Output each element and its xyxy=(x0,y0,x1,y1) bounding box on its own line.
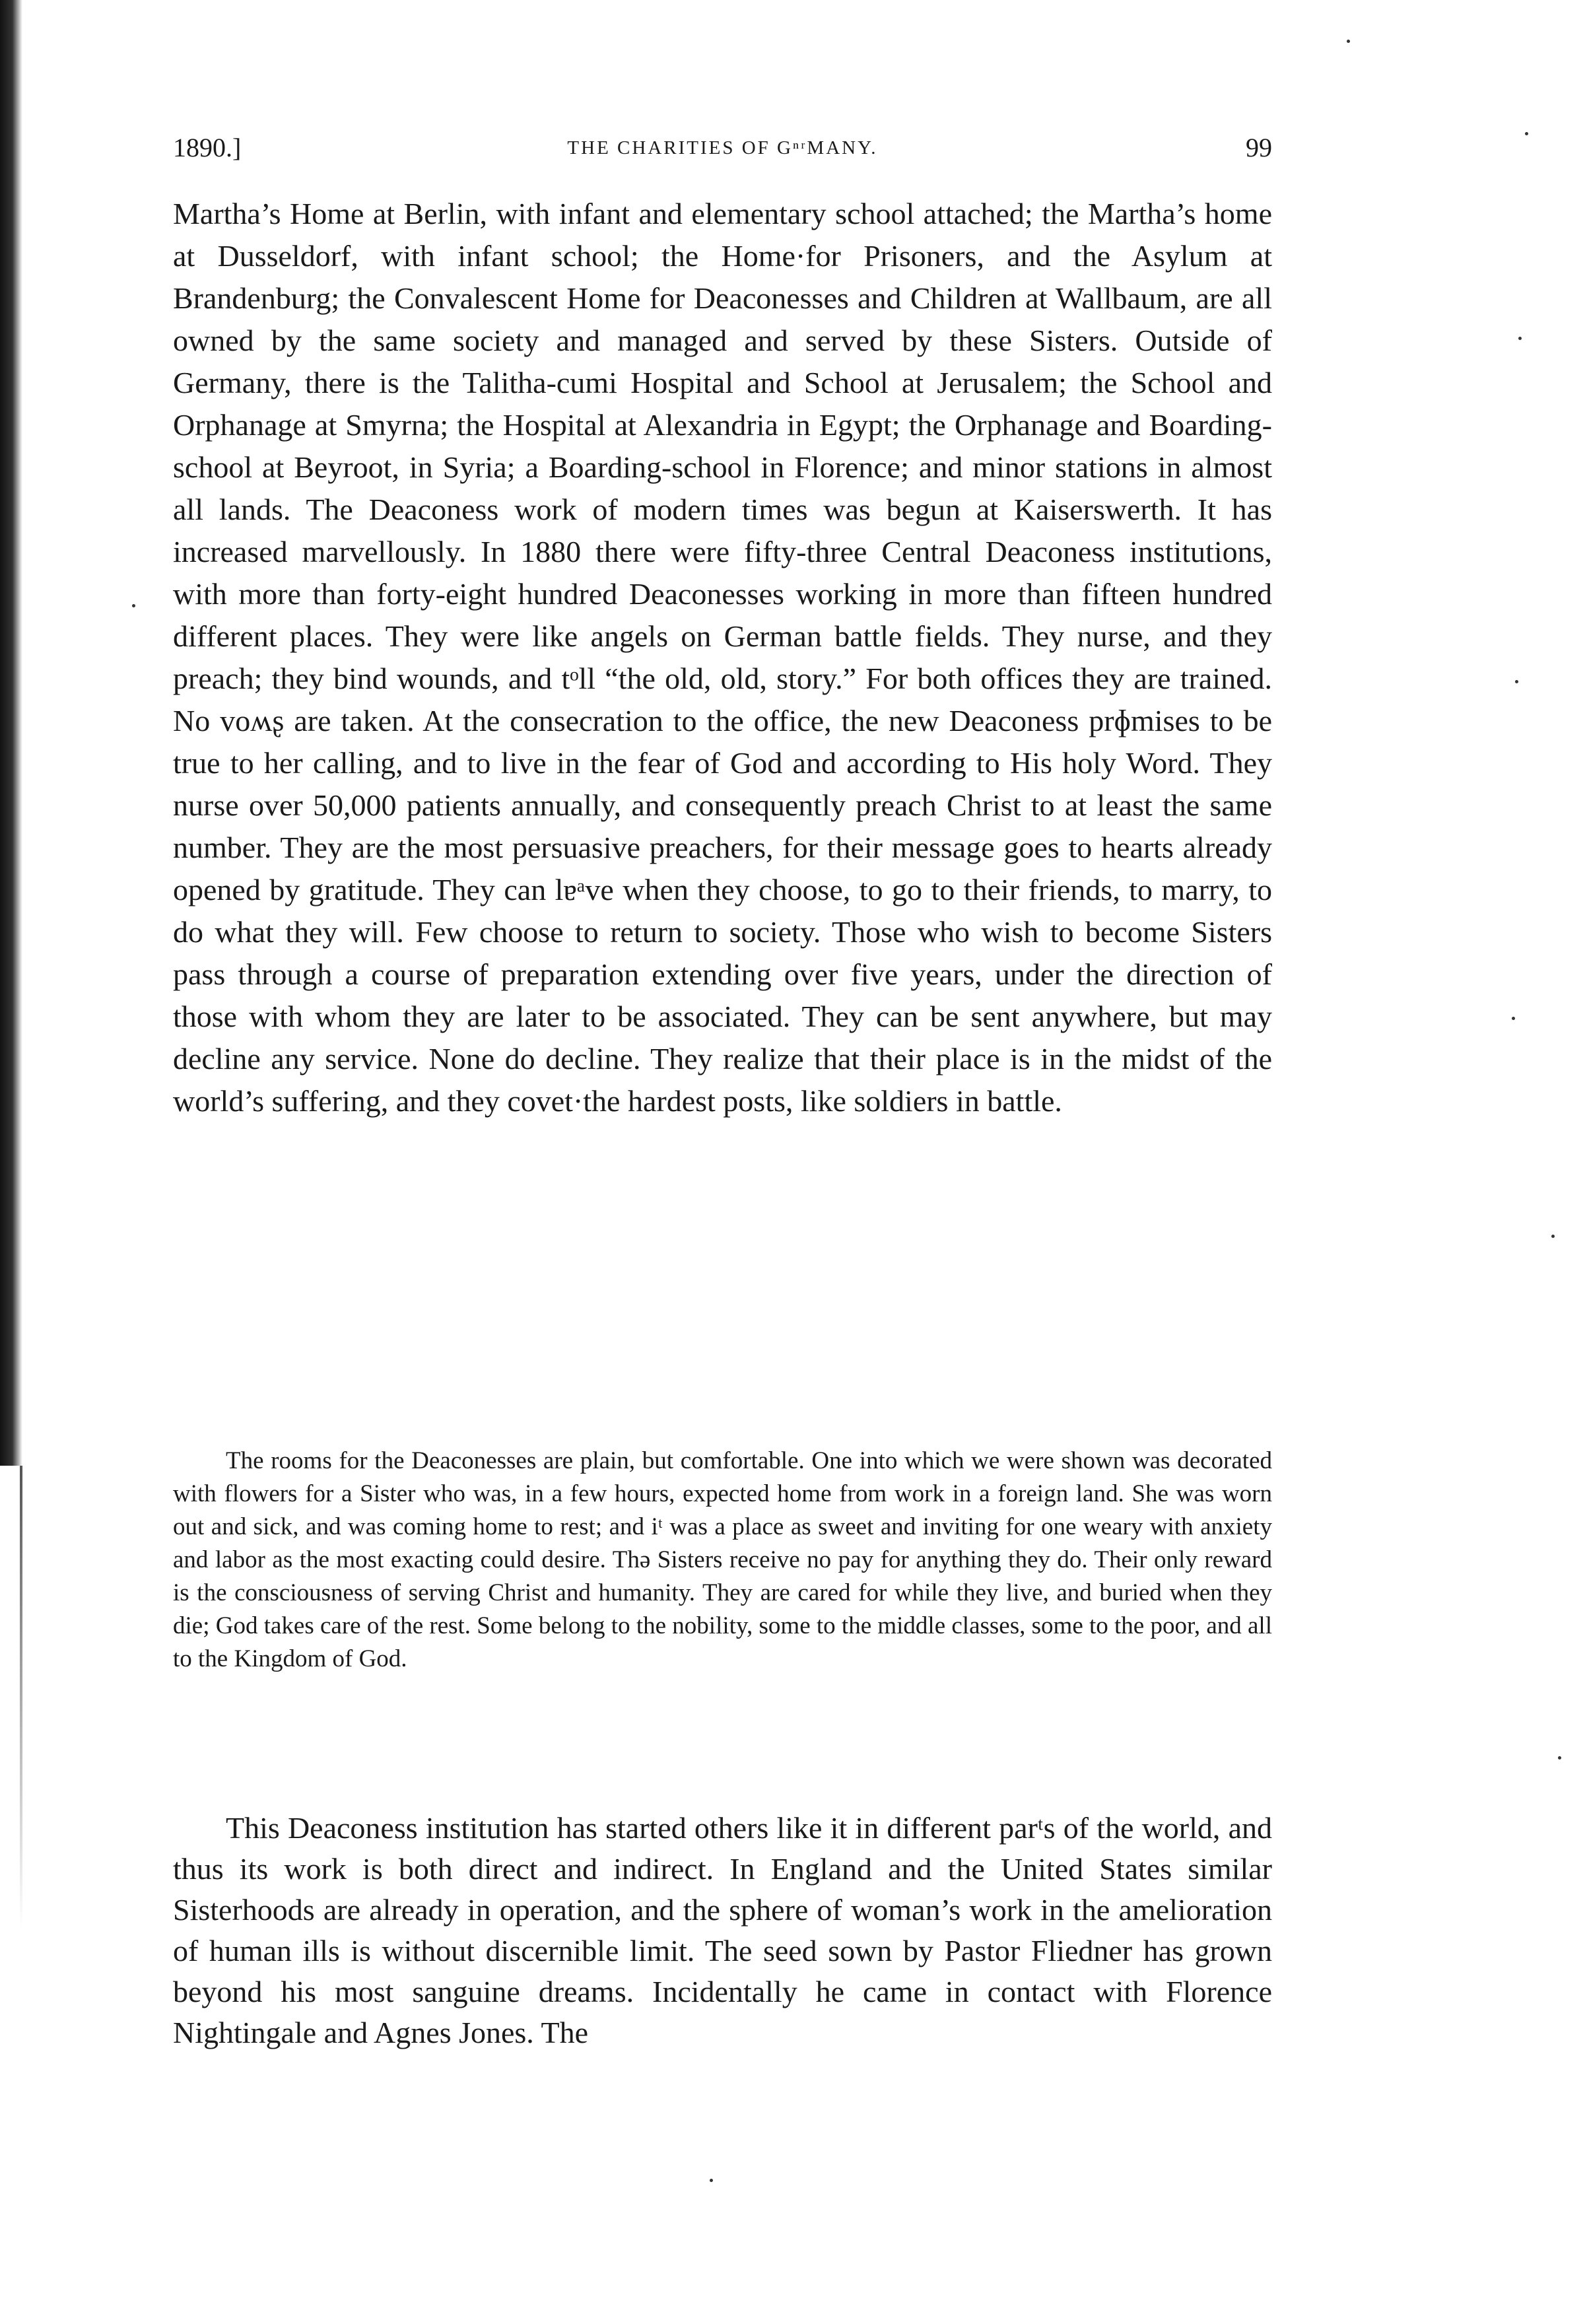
quote-paragraph: The rooms for the Deaconesses are plain, but comfortable. One into which we were shown was decorated with flowers for a Sister who was, in a few hours, expected home from work in a foreign land. She was worn out and sick, and was coming home to rest; and iᵗ was a place as sweet and inviting for one weary with anxiety and labor as the most exacting could desire. Thə Sisters receive no pay for anything they do. Their only reward is the consciousness of serving Christ and humanity. They are cared for while they live, and buried when they die; God takes care of the rest. Some belong to the nobility, some to the middle classes, some to the poor, and all to the Kingdom of God. xyxy=(173,1447,1272,1672)
scan-speck xyxy=(1525,132,1528,135)
body-paragraph: Martha’s Home at Berlin, with infant and elementary school attached; the Martha’s home at Dusseldorf, with infant school; the Home·for Prisoners, and the Asylum at Brandenburg; the Convalescent Home for Deaconesses and Children at Wallbaum, are all owned by the same society and managed and served by these Sisters. Outside of Germany, there is the Talitha-cumi Hospital and School at Jerusalem; the School and Orphanage at Smyrna; the Hospital at Alexandria in Egypt; the Orphanage and Boarding-school at Beyroot, in Syria; a Boarding-school in Florence; and minor stations in almost all lands. The Deaconess work of modern times was begun at Kaiserswerth. It has increased marvellously. In 1880 there were fifty-three Central Deaconess institutions, with more than forty-eight hundred Deaconesses working in more than fifteen hundred different places. They were like angels on German battle fields. They nurse, and they preach; they bind wounds, and tᵒll “the old, old, story.” For both offices they are trained. No voʍʂ are taken. At the consecration to the office, the new Deaconess prɸmises to be true to her calling, and to live in the fear of God and according to His holy Word. They nurse over 50,000 patients annually, and consequently preach Christ to at least the same number. They are the most persuasive preachers, for their message goes to hearts already opened by gratitude. They can lɐᵃve when they choose, to go to their friends, to marry, to do what they will. Few choose to return to society. Those who wish to become Sisters pass through a course of preparation extending over five years, under the direction of those with whom they are later to be associated. They can be sent anywhere, but may decline any service. None do decline. They realize that their place is in the midst of the world’s suffering, and they covet·the hardest posts, like soldiers in battle. xyxy=(173,197,1272,1118)
scan-binding-edge-lower xyxy=(20,1466,22,1928)
scan-speck xyxy=(1347,40,1350,43)
running-title: THE CHARITIES OF GⁿʳMANY. xyxy=(567,137,878,158)
header-year: 1890.] xyxy=(173,133,242,162)
scan-speck xyxy=(132,604,135,607)
scan-speck xyxy=(1558,1756,1561,1760)
closing-body-text xyxy=(173,1808,1272,2053)
scan-binding-edge xyxy=(0,0,22,1466)
closing-paragraph: This Deaconess institution has started others like it in different parᵗs of the world, and thus its work is both direct and indirect. In England and the United States similar Sisterhoods are already in operation, and the sphere of woman’s work in the amelioration of human ills is without discernible limit. The seed sown by Pastor Fliedner has grown beyond his most sanguine dreams. Incidentally he came in contact with Florence Nightingale and Agnes Jones. The xyxy=(173,1811,1272,2049)
scan-speck xyxy=(1512,1017,1515,1020)
scan-speck xyxy=(710,2179,713,2182)
quoted-passage xyxy=(173,1445,1272,1676)
scan-speck xyxy=(1515,680,1518,683)
page-number: 99 xyxy=(1246,133,1272,162)
scan-speck xyxy=(1518,337,1522,340)
page-header xyxy=(173,132,1272,172)
scan-speck xyxy=(1551,1235,1555,1238)
main-body-text xyxy=(173,193,1272,1122)
